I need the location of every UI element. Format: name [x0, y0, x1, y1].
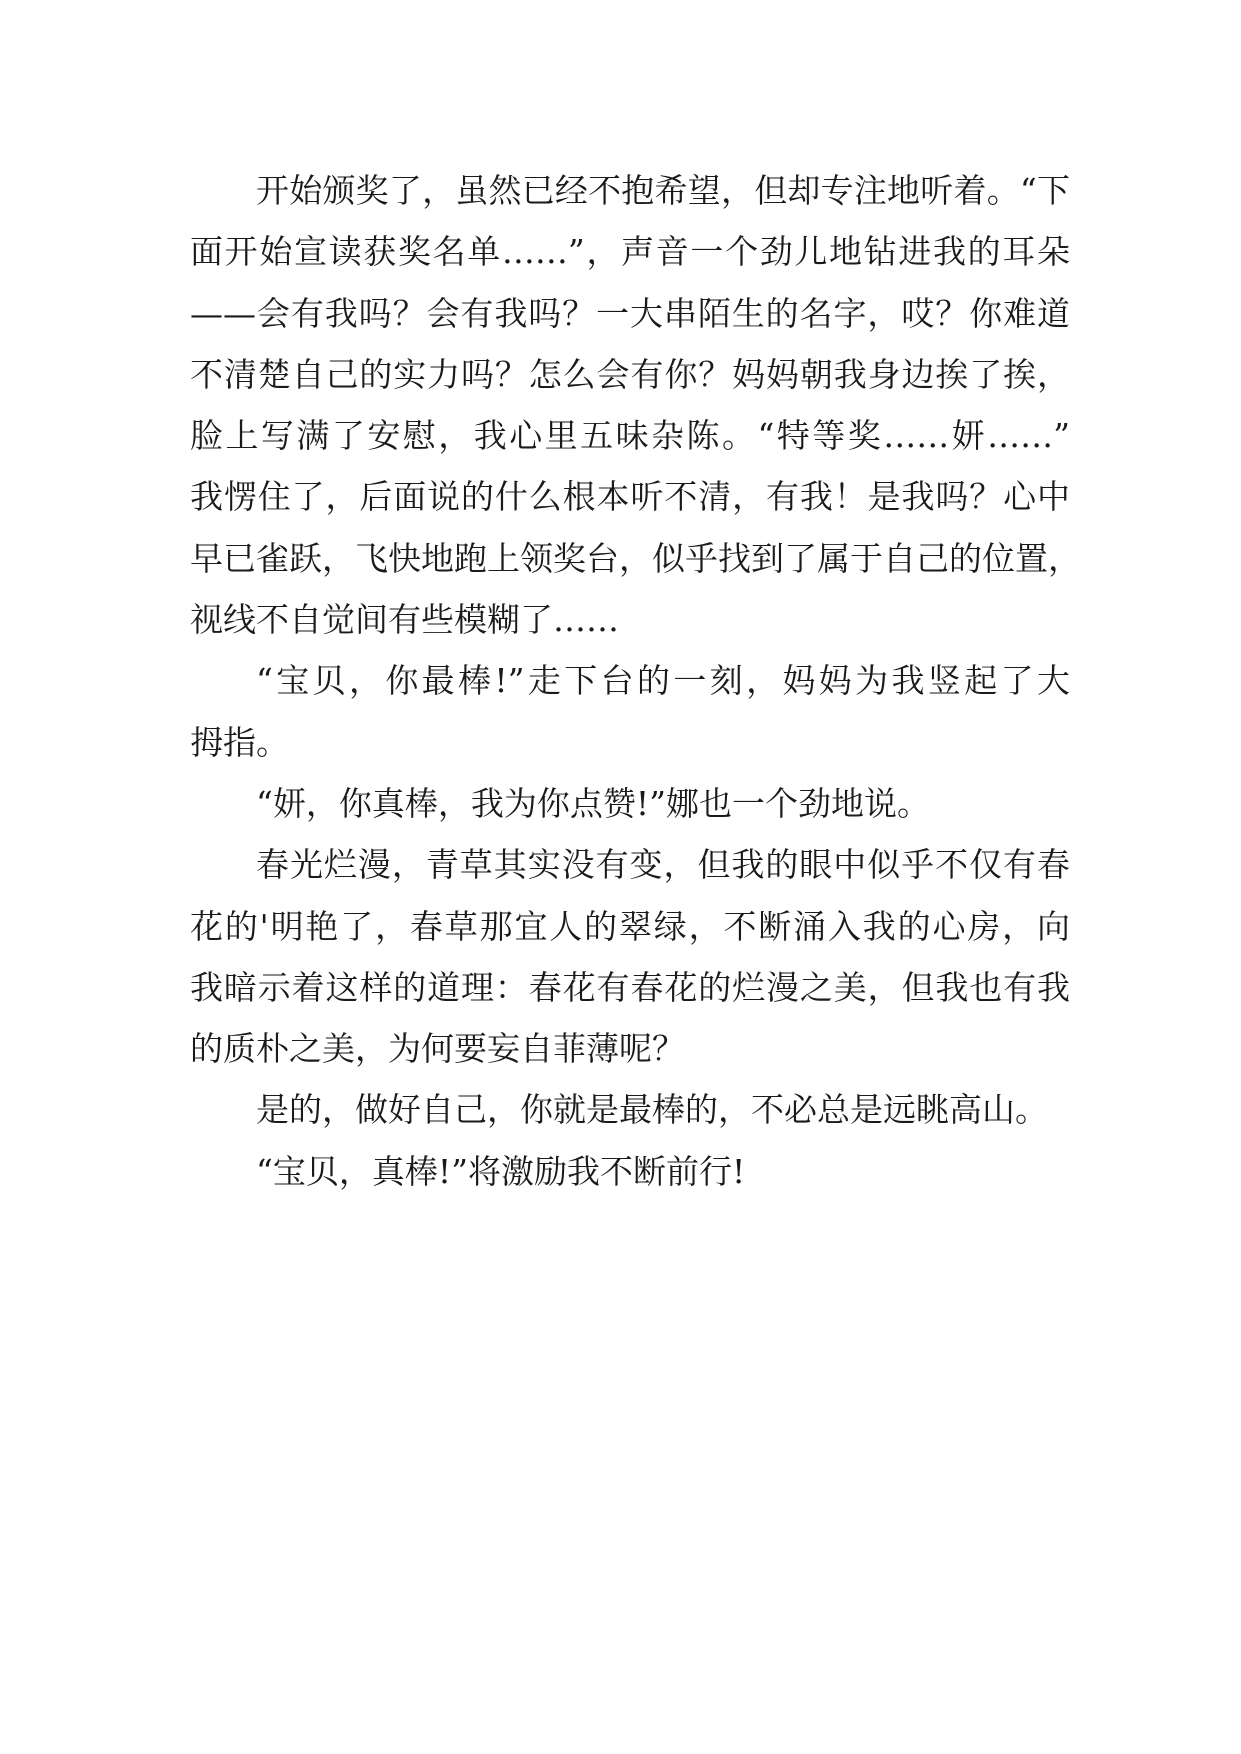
essay-body [190, 160, 1081, 1202]
paragraph-line: “宝贝，你最棒!”走下台的一刻，妈妈为我竖起了大 [256, 661, 1070, 701]
paragraph-1 [190, 160, 1081, 650]
paragraph-5 [190, 1079, 1070, 1140]
paragraph-line: 是的，做好自己，你就是最棒的，不必总是远眺高山。 [256, 1090, 1048, 1130]
paragraph-line: 面开始宣读获奖名单……”，声音一个劲儿地钻进我的耳朵 [190, 232, 1070, 272]
paragraph-line: 春光烂漫，青草其实没有变，但我的眼中似乎不仅有春 [256, 845, 1070, 885]
paragraph-line: 不清楚自己的实力吗？怎么会有你？妈妈朝我身边挨了挨， [190, 354, 1070, 394]
paragraph-line: 拇指。 [190, 722, 289, 762]
paragraph-6 [190, 1141, 1070, 1202]
paragraph-line: 花的'明艳了，春草那宜人的翠绿，不断涌入我的心房，向 [190, 906, 1070, 946]
paragraph-2 [190, 650, 1070, 773]
paragraph-3 [190, 773, 1070, 834]
paragraph-line: 我愣住了，后面说的什么根本听不清，有我！是我吗？心中 [190, 477, 1070, 517]
paragraph-line: 早已雀跃，飞快地跑上领奖台，似乎找到了属于自己的位置， [190, 538, 1081, 578]
paragraph-line: “宝贝，真棒!”将激励我不断前行! [256, 1151, 746, 1191]
paragraph-line: 视线不自觉间有些模糊了…… [190, 600, 619, 640]
paragraph-4 [190, 834, 1070, 1079]
paragraph-line: ——会有我吗？会有我吗？一大串陌生的名字，哎？你难道 [190, 293, 1070, 333]
paragraph-line: 开始颁奖了，虽然已经不抱希望，但却专注地听着。“下 [256, 171, 1070, 210]
paragraph-line: 脸上写满了安慰，我心里五味杂陈。“特等奖……妍……” [190, 416, 1070, 456]
paragraph-line: “妍，你真棒，我为你点赞!”娜也一个劲地说。 [256, 783, 931, 823]
paragraph-line: 的质朴之美，为何要妄自菲薄呢？ [190, 1029, 685, 1069]
paragraph-line: 我暗示着这样的道理：春花有春花的烂漫之美，但我也有我 [190, 967, 1070, 1007]
